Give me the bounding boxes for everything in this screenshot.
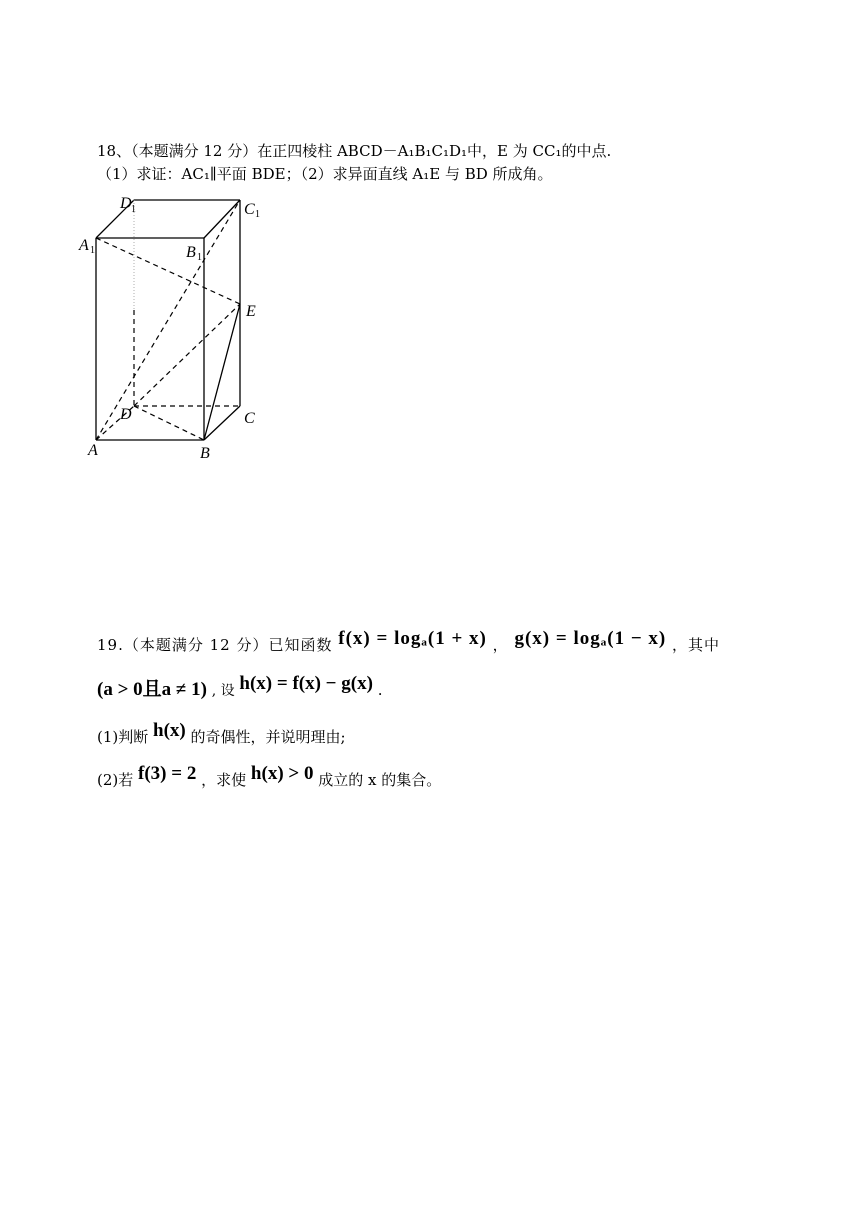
question-19-part1 bbox=[97, 720, 346, 747]
part2-mid: ，求使 bbox=[201, 771, 247, 789]
part2-prefix: (2)若 bbox=[97, 771, 134, 789]
question-19-line2 bbox=[97, 673, 383, 701]
f3-equation: f(3) = 2 bbox=[138, 763, 197, 784]
label-a1: A bbox=[79, 237, 89, 254]
question-19-line1 bbox=[97, 628, 721, 655]
part2-suffix: 成立的 x 的集合。 bbox=[318, 771, 442, 789]
label-c1: C bbox=[244, 201, 255, 218]
q19-intro: 19.（本题满分 12 分）已知函数 bbox=[97, 636, 333, 654]
part1-suffix: 的奇偶性，并说明理由; bbox=[190, 728, 346, 746]
prism-diagram bbox=[76, 192, 276, 467]
label-c1-sub: 1 bbox=[255, 209, 260, 220]
label-d1-sub: 1 bbox=[131, 204, 136, 215]
q19-let: , 设 bbox=[211, 683, 235, 699]
a-condition: (a > 0且a ≠ 1) bbox=[97, 679, 207, 700]
question-18-parts: （1）求证：AC₁∥平面 BDE；（2）求异面直线 A₁E 与 BD 所成角。 bbox=[97, 165, 553, 183]
h-definition: h(x) = f(x) − g(x) bbox=[239, 673, 373, 694]
label-b1: B bbox=[186, 244, 196, 261]
label-b: B bbox=[200, 445, 210, 462]
h-inequality: h(x) > 0 bbox=[250, 763, 314, 784]
label-d: D bbox=[120, 406, 132, 423]
question-18-title: 18、（本题满分 12 分）在正四棱柱 ABCD－A₁B₁C₁D₁中，E 为 CC₁的中点. bbox=[97, 142, 612, 160]
q19-separator: ， bbox=[492, 636, 509, 654]
label-b1-sub: 1 bbox=[197, 252, 202, 263]
q19-l1-suffix: ，其中 bbox=[672, 636, 721, 654]
label-c: C bbox=[244, 410, 255, 427]
label-d1: D bbox=[120, 195, 132, 212]
h-symbol: h(x) bbox=[153, 720, 186, 741]
f-definition: f(x) = logₐ(1 + x) bbox=[338, 628, 487, 649]
prism-figure bbox=[76, 192, 276, 471]
part1-prefix: (1)判断 bbox=[97, 728, 149, 746]
label-e: E bbox=[246, 303, 256, 320]
question-19-part2 bbox=[97, 763, 442, 790]
label-a1-sub: 1 bbox=[90, 245, 95, 256]
q19-period: . bbox=[377, 681, 383, 699]
g-definition: g(x) = logₐ(1 − x) bbox=[514, 628, 667, 649]
label-a: A bbox=[88, 442, 98, 459]
